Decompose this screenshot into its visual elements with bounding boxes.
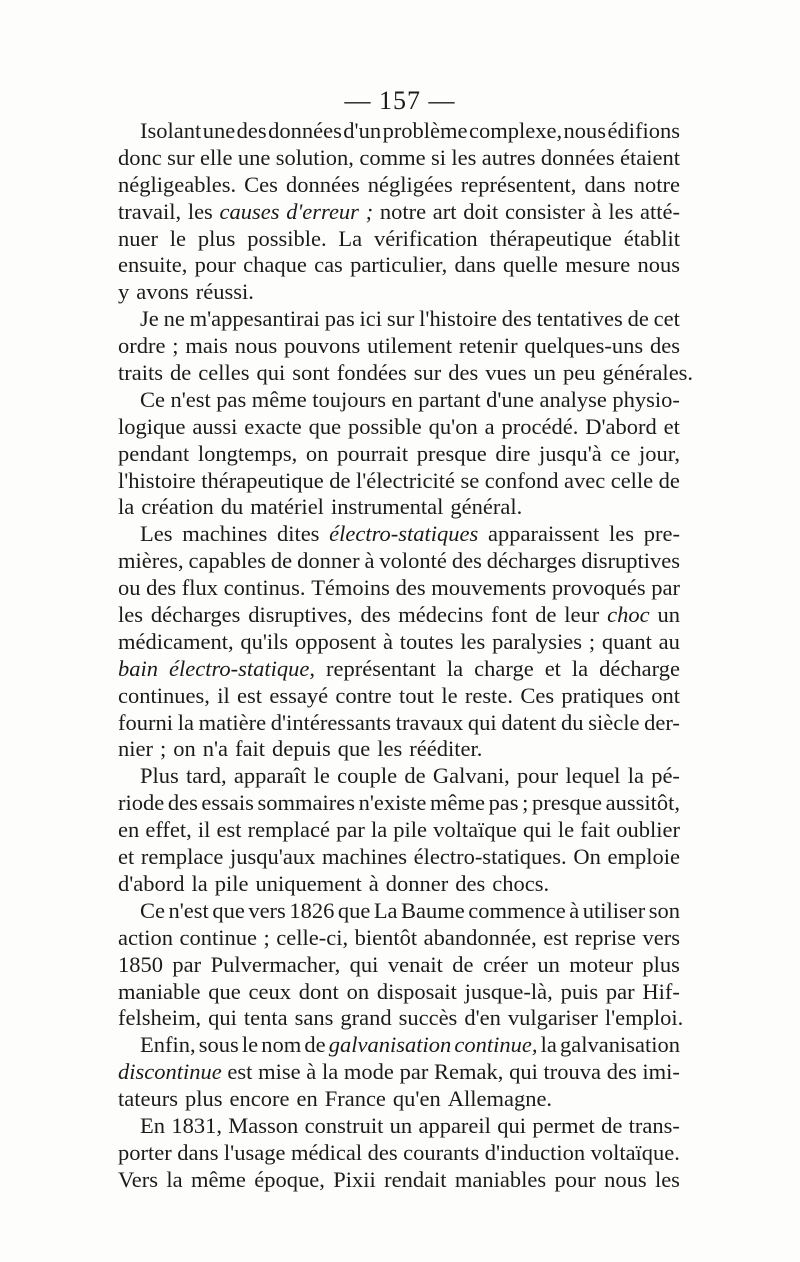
text-line: 1850 par Pulvermacher, qui venait de créer un moteur plus — [118, 951, 680, 977]
text-line: d'abord la pile uniquement à donner des chocs. — [118, 870, 550, 896]
text-line: les décharges disruptives, des médecins font de leur choc un — [118, 602, 680, 628]
text-line: Ce n'est pas même toujours en partant d'une analyse physio- — [140, 386, 680, 412]
text-line: nier ; on n'a fait depuis que les rééditer. — [118, 736, 483, 762]
text-line: et remplace jusqu'aux machines électro-statiques. On emploie — [118, 844, 680, 870]
text-line: Ce n'est que vers 1826 que La Baume commence à utiliser son — [140, 897, 680, 923]
text-line: logique aussi exacte que possible qu'on a procédé. D'abord et — [118, 413, 680, 439]
text-line: donc sur elle une solution, comme si les autres données étaient — [118, 144, 680, 170]
text-line: Je ne m'appesantirai pas ici sur l'histoire des tentatives de cet — [140, 306, 680, 332]
text-line: négligeables. Ces données négligées représentent, dans notre — [118, 171, 680, 197]
text-line: riode des essais sommaires n'existe même pas ; presque aussitôt, — [118, 790, 680, 816]
text-line: l'histoire thérapeutique de l'électricité se confond avec celle de — [118, 467, 680, 493]
body-text — [118, 118, 694, 1194]
text-line: tateurs plus encore en France qu'en Allemagne. — [118, 1086, 553, 1112]
text-line: traits de celles qui sont fondées sur des vues un peu générales. — [118, 360, 694, 386]
text-line: bain électro-statique, représentant la charge et la décharge — [118, 655, 680, 681]
text-line: ordre ; mais nous pouvons utilement retenir quelques-uns des — [118, 333, 680, 359]
text-line: la création du matériel instrumental général. — [118, 494, 523, 520]
text-line: pendant longtemps, on pourrait presque dire jusqu'à ce jour, — [118, 440, 680, 466]
text-line: action continue ; celle-ci, bientôt abandonnée, est reprise vers — [118, 924, 680, 950]
page-number: — 157 — — [344, 86, 456, 115]
text-line: fourni la matière d'intéressants travaux qui datent du siècle der- — [118, 709, 680, 735]
text-line: mières, capables de donner à volonté des décharges disruptives — [118, 548, 680, 574]
text-line: Plus tard, apparaît le couple de Galvani, pour lequel la pé- — [140, 763, 680, 789]
text-line: y avons réussi. — [118, 279, 254, 305]
text-line: continues, il est essayé contre tout le reste. Ces pratiques ont — [118, 682, 680, 708]
text-line: discontinue est mise à la mode par Remak, qui trouva des imi- — [118, 1059, 680, 1085]
text-line: porter dans l'usage médical des courants d'induction voltaïque. — [118, 1139, 680, 1165]
text-line: médicament, qu'ils opposent à toutes les paralysies ; quant au — [118, 628, 680, 654]
text-line: Les machines dites électro-statiques apparaissent les pre- — [140, 521, 680, 547]
text-line: Isolant une des données d'un problème complexe, nous édifions — [140, 118, 680, 143]
text-line: felsheim, qui tenta sans grand succès d'en vulgariser l'emploi. — [118, 1005, 684, 1031]
text-line: en effet, il est remplacé par la pile voltaïque qui le fait oublier — [118, 817, 680, 843]
text-line: Enfin, sous le nom de galvanisation continue, la galvanisation — [140, 1032, 680, 1058]
text-line: ou des flux continus. Témoins des mouvements provoqués par — [118, 575, 680, 601]
text-line: nuer le plus possible. La vérification thérapeutique établit — [118, 225, 680, 251]
text-line: ensuite, pour chaque cas particulier, dans quelle mesure nous — [118, 252, 680, 278]
text-line: En 1831, Masson construit un appareil qui permet de trans- — [140, 1112, 680, 1138]
text-line: Vers la même époque, Pixii rendait maniables pour nous les — [118, 1166, 680, 1192]
text-line: maniable que ceux dont on disposait jusque-là, puis par Hif- — [118, 978, 680, 1004]
text-line: travail, les causes d'erreur ; notre art doit consister à les atté- — [118, 198, 680, 224]
